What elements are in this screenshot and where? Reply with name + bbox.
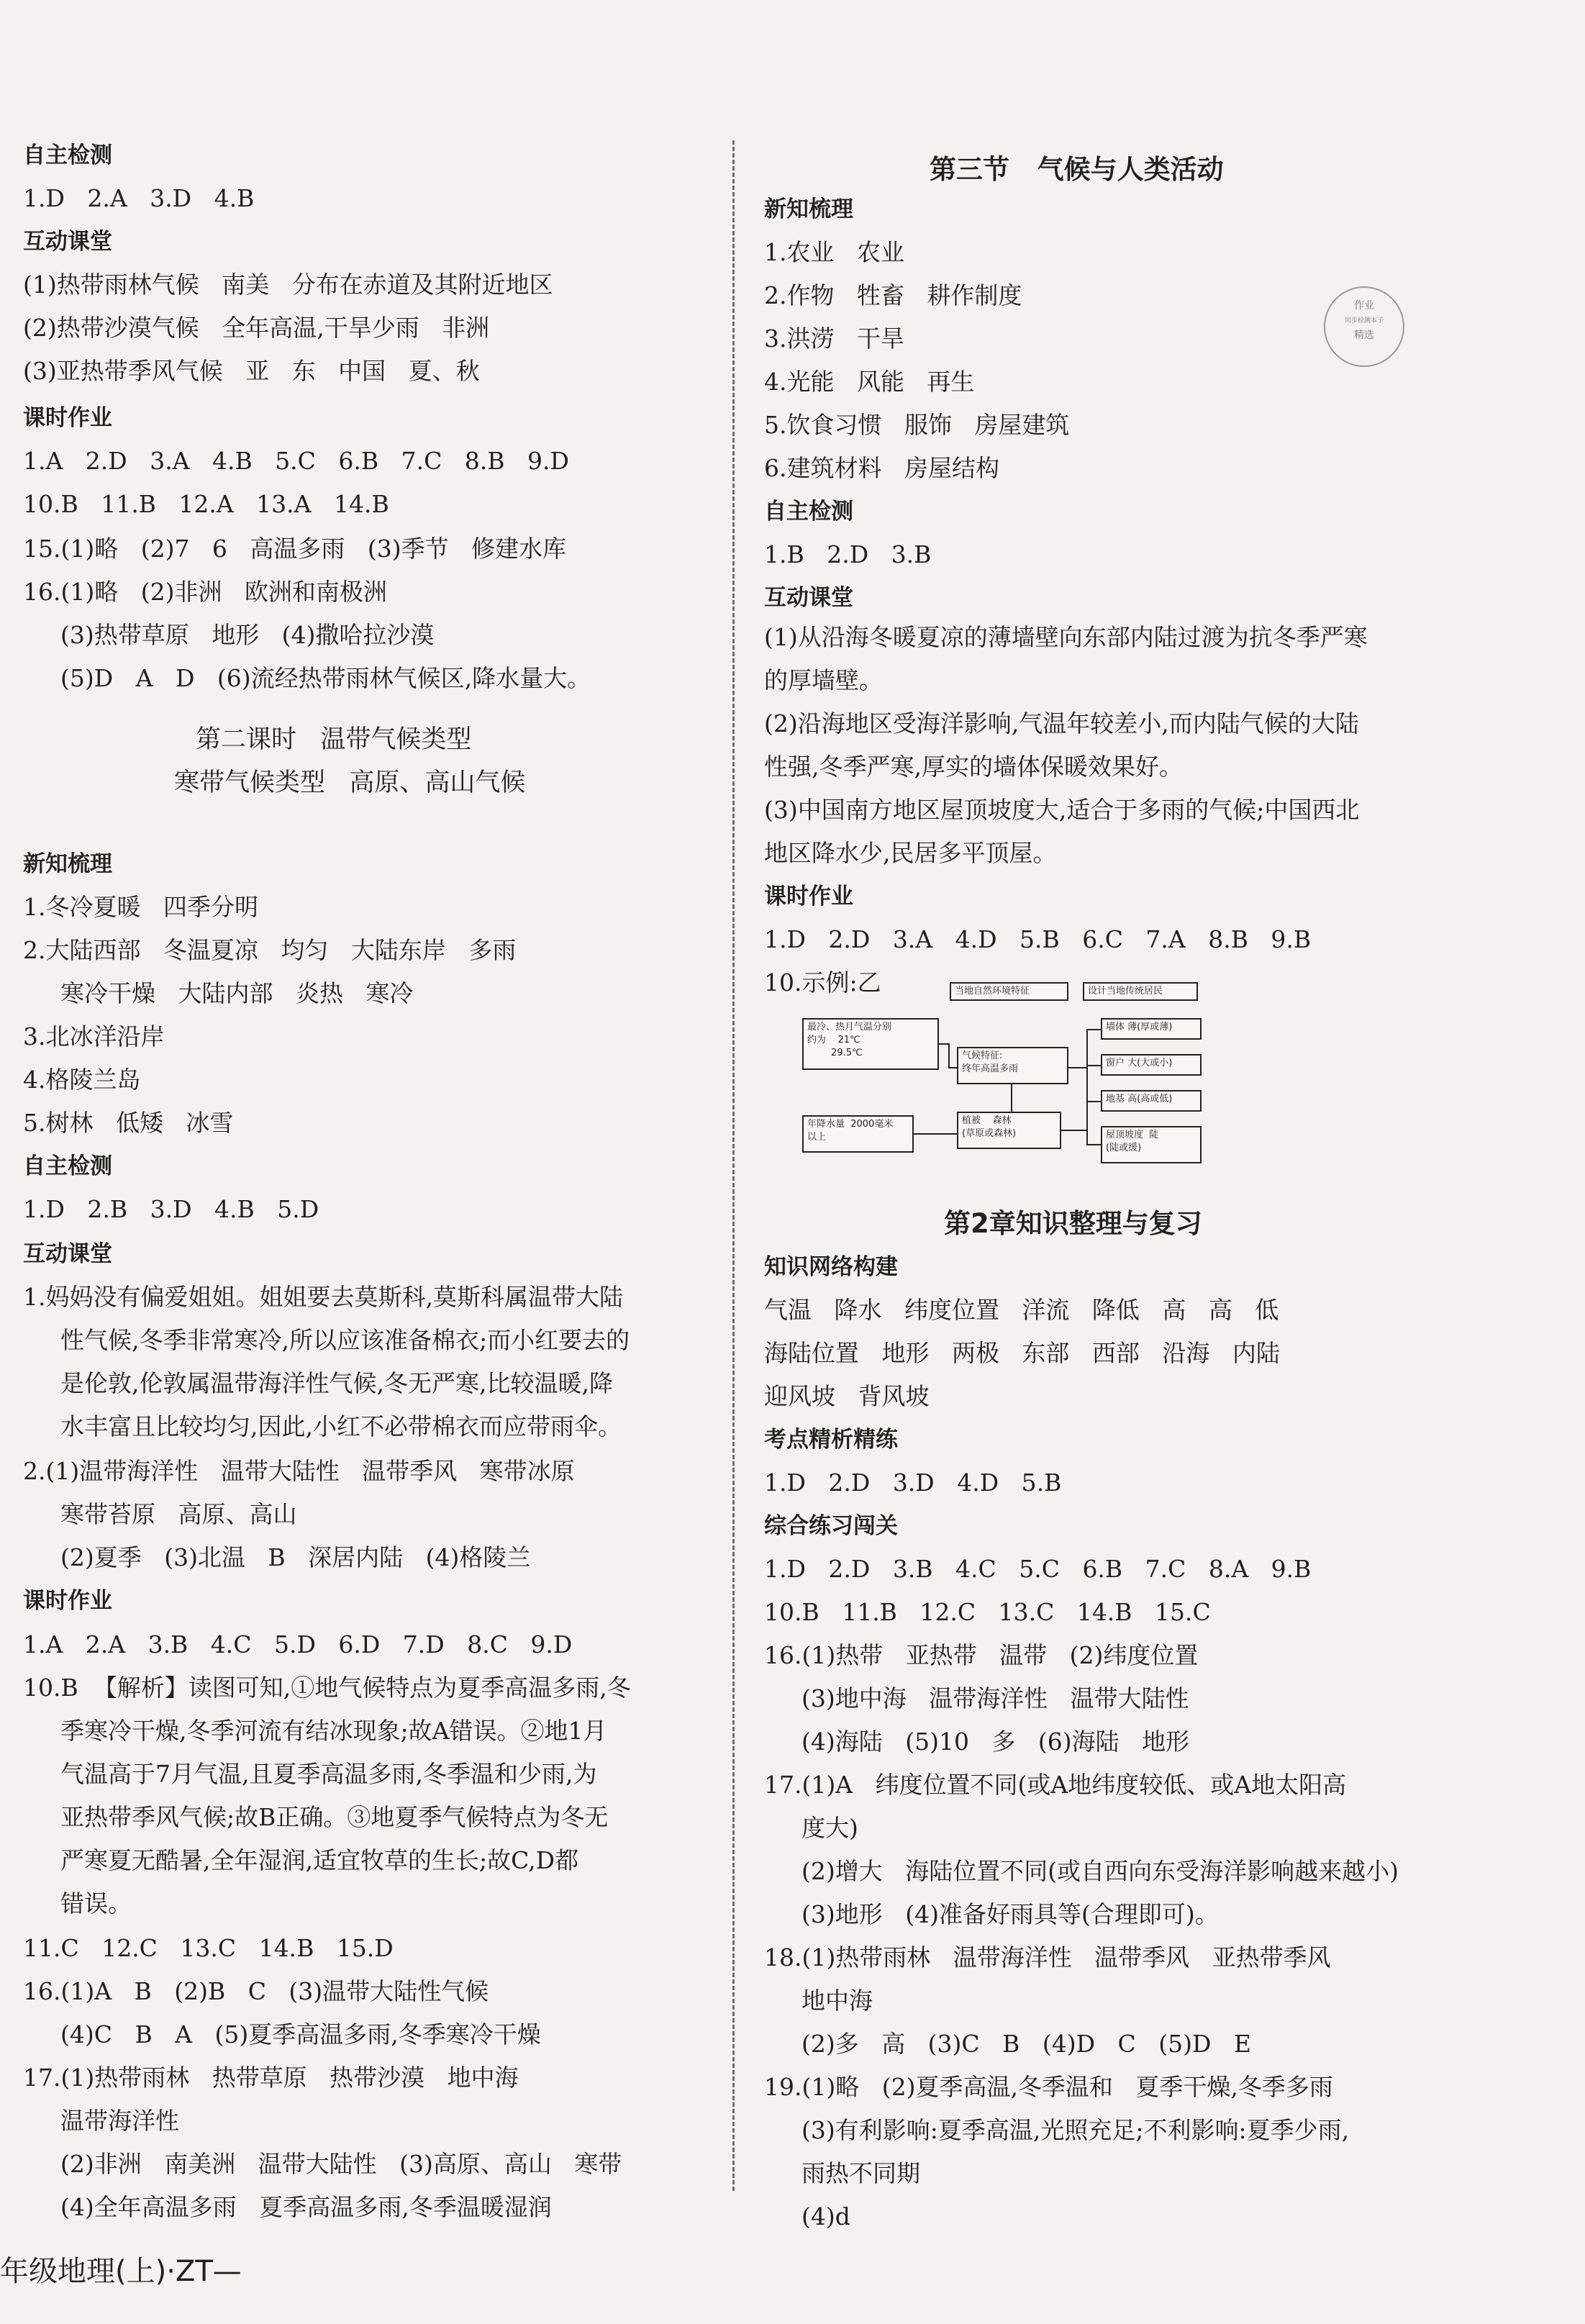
right-text-line: 1.D 2.D 3.B 4.C 5.C 6.B 7.C 8.A 9.B <box>764 1555 1312 1583</box>
left-text-line: 10.B 【解析】读图可知,①地气候特点为夏季高温多雨,冬 <box>23 1674 631 1702</box>
right-text-line: (3)地形 (4)准备好雨具等(合理即可)。 <box>801 1900 1219 1928</box>
diagram-climate-box: 气候特征: 终年高温多雨 <box>957 1047 1068 1084</box>
left-text-line: 15.(1)略 (2)7 6 高温多雨 (3)季节 修建水库 <box>23 535 567 563</box>
diagram-head-housing: 设计当地传统居民 <box>1083 982 1198 1001</box>
left-text-line: 2.大陆西部 冬温夏凉 均匀 大陆东岸 多雨 <box>23 936 517 964</box>
left-text-line: 严寒夏无酷暑,全年湿润,适宜牧草的生长;故C,D都 <box>60 1846 579 1874</box>
diagram-output-wall: 墙体 薄(厚或薄) <box>1101 1018 1202 1040</box>
right-text-line: 1.D 2.D 3.D 4.D 5.B <box>764 1469 1062 1497</box>
left-text-line: (3)热带草原 地形 (4)撒哈拉沙漠 <box>60 621 435 649</box>
diagram-head-environment: 当地自然环境特征 <box>950 982 1068 1001</box>
left-text-line: 1.D 2.B 3.D 4.B 5.D <box>23 1195 319 1223</box>
right-text-line: 雨热不同期 <box>801 2159 920 2187</box>
right-section-heading: 综合练习闯关 <box>764 1513 898 1539</box>
diagram-connector <box>1086 1029 1101 1030</box>
left-text-line: 1.A 2.A 3.B 4.C 5.D 6.D 7.D 8.C 9.D <box>23 1630 573 1658</box>
right-text-line: 1.B 2.D 3.B <box>764 540 932 568</box>
diagram-output-foundation: 地基 高(高或低) <box>1101 1090 1202 1112</box>
right-text-line: 性强,冬季严寒,厚实的墙体保暖效果好。 <box>764 753 1183 781</box>
lesson-subtitle: 寒带气候类型 高原、高山气候 <box>174 768 526 797</box>
left-text-line: 错误。 <box>60 1889 132 1917</box>
right-text-line: (2)沿海地区受海洋影响,气温年较差小,而内陆气候的大陆 <box>764 709 1359 737</box>
left-text-line: 10.B 11.B 12.A 13.A 14.B <box>23 490 389 518</box>
right-text-line: 2.作物 牲畜 耕作制度 <box>764 281 1022 309</box>
diagram-connector <box>1086 1029 1088 1144</box>
right-text-line: 气温 降水 纬度位置 洋流 降低 高 高 低 <box>764 1296 1279 1324</box>
left-text-line: 性气候,冬季非常寒冷,所以应该准备棉衣;而小红要去的 <box>60 1326 630 1354</box>
diagram-rainfall-box: 年降水量 2000毫米 以上 <box>802 1115 914 1153</box>
left-text-line: (3)亚热带季风气候 亚 东 中国 夏、秋 <box>23 357 480 385</box>
right-text-line: (2)增大 海陆位置不同(或自西向东受海洋影响越来越小) <box>801 1857 1399 1885</box>
right-text-line: 1.农业 农业 <box>764 238 904 266</box>
diagram-connector <box>1011 1084 1012 1112</box>
diagram-connector <box>1061 1130 1086 1131</box>
housing-diagram <box>795 982 1241 1184</box>
right-section-heading: 自主检测 <box>764 499 853 525</box>
right-text-line: 17.(1)A 纬度位置不同(或A地纬度较低、或A地太阳高 <box>764 1771 1347 1799</box>
right-text-line: (4)海陆 (5)10 多 (6)海陆 地形 <box>801 1728 1190 1756</box>
left-text-line: 16.(1)略 (2)非洲 欧洲和南极洲 <box>23 578 387 606</box>
left-text-line: 16.(1)A B (2)B C (3)温带大陆性气候 <box>23 1977 489 2005</box>
left-text-line: (2)非洲 南美洲 温带大陆性 (3)高原、高山 寒带 <box>60 2150 622 2178</box>
left-text-line: 3.北冰洋沿岸 <box>23 1022 165 1050</box>
left-text-line: (2)夏季 (3)北温 B 深居内陆 (4)格陵兰 <box>60 1543 531 1571</box>
left-section-heading: 课时作业 <box>23 1588 112 1614</box>
left-text-line: (5)D A D (6)流经热带雨林气候区,降水量大。 <box>60 664 591 692</box>
left-text-line: 亚热带季风气候;故B正确。③地夏季气候特点为冬无 <box>60 1803 609 1831</box>
right-text-line: 10.B 11.B 12.C 13.C 14.B 15.C <box>764 1598 1211 1626</box>
section-title: 第三节 气候与人类活动 <box>930 154 1224 185</box>
chapter-title: 第2章知识整理与复习 <box>944 1208 1202 1239</box>
right-text-line: 5.饮食习惯 服饰 房屋建筑 <box>764 411 1070 439</box>
left-text-line: 1.D 2.A 3.D 4.B <box>23 184 255 212</box>
diagram-output-window: 窗户 大(大或小) <box>1101 1054 1202 1076</box>
stamp-bottom-text: 精选 <box>1354 330 1374 341</box>
left-section-heading: 新知梳理 <box>23 851 112 877</box>
right-text-line: (2)多 高 (3)C B (4)D C (5)D E <box>801 2030 1252 2058</box>
left-text-line: 寒带苔原 高原、高山 <box>60 1500 297 1528</box>
right-text-line: 4.光能 风能 再生 <box>764 368 975 396</box>
right-text-line: (3)中国南方地区屋顶坡度大,适合于多雨的气候;中国西北 <box>764 796 1360 824</box>
left-text-line: 11.C 12.C 13.C 14.B 15.D <box>23 1934 394 1962</box>
right-section-heading: 知识网络构建 <box>764 1254 898 1280</box>
right-text-line: 19.(1)略 (2)夏季高温,冬季温和 夏季干燥,冬季多雨 <box>764 2073 1333 2101</box>
right-text-line: (1)从沿海冬暖夏凉的薄墙壁向东部内陆过渡为抗冬季严寒 <box>764 623 1368 651</box>
left-text-line: 季寒冷干燥,冬季河流有结冰现象;故A错误。②地1月 <box>60 1717 607 1745</box>
left-text-line: 温带海洋性 <box>60 2107 179 2135</box>
left-text-line: 5.树林 低矮 冰雪 <box>23 1109 234 1137</box>
right-text-line: 1.D 2.D 3.A 4.D 5.B 6.C 7.A 8.B 9.B <box>764 925 1312 953</box>
stamp-logo <box>1324 286 1404 367</box>
diagram-connector <box>948 1043 950 1068</box>
lesson-title: 第二课时 温带气候类型 <box>196 725 472 754</box>
left-text-line: 1.A 2.D 3.A 4.B 5.C 6.B 7.C 8.B 9.D <box>23 447 569 475</box>
right-text-line: 10.示例:乙 <box>764 968 881 997</box>
left-text-line: (2)热带沙漠气候 全年高温,干旱少雨 非洲 <box>23 314 490 342</box>
right-text-line: 16.(1)热带 亚热带 温带 (2)纬度位置 <box>764 1641 1199 1669</box>
diagram-output-roof: 屋顶坡度 陡 (陡或缓) <box>1101 1126 1202 1163</box>
right-section-heading: 课时作业 <box>764 884 853 909</box>
left-section-heading: 互动课堂 <box>23 1241 112 1267</box>
right-text-line: (3)地中海 温带海洋性 温带大陆性 <box>801 1684 1189 1712</box>
right-text-line: (4)d <box>801 2202 850 2230</box>
left-text-line: 1.妈妈没有偏爱姐姐。姐姐要去莫斯科,莫斯科属温带大陆 <box>23 1283 623 1311</box>
page-footer: 年级地理(上)·ZT— <box>0 2255 242 2288</box>
left-text-line: 2.(1)温带海洋性 温带大陆性 温带季风 寒带冰原 <box>23 1457 575 1485</box>
left-text-line: 水丰富且比较均匀,因此,小红不必带棉衣而应带雨伞。 <box>60 1412 622 1440</box>
left-section-heading: 自主检测 <box>23 142 112 168</box>
right-text-line: 3.洪涝 干旱 <box>764 324 904 353</box>
right-section-heading: 新知梳理 <box>764 196 853 222</box>
diagram-connector <box>1086 1144 1101 1145</box>
right-text-line: 18.(1)热带雨林 温带海洋性 温带季风 亚热带季风 <box>764 1943 1331 1971</box>
left-text-line: 是伦敦,伦敦属温带海洋性气候,冬无严寒,比较温暖,降 <box>60 1369 613 1397</box>
diagram-connector <box>1086 1101 1101 1102</box>
left-section-heading: 互动课堂 <box>23 229 112 255</box>
diagram-connector <box>1086 1065 1101 1066</box>
stamp-middle-text: 同步检测本子 <box>1344 317 1384 324</box>
left-text-line: (4)C B A (5)夏季高温多雨,冬季寒冷干燥 <box>60 2020 541 2048</box>
right-text-line: (3)有利影响:夏季高温,光照充足;不利影响:夏季少雨, <box>801 2116 1350 2144</box>
diagram-vegetation-box: 植被 森林 (草原或森林) <box>957 1112 1061 1149</box>
left-text-line: (1)热带雨林气候 南美 分布在赤道及其附近地区 <box>23 271 553 299</box>
column-divider <box>732 140 735 2191</box>
right-text-line: 海陆位置 地形 两极 东部 西部 沿海 内陆 <box>764 1339 1280 1367</box>
right-section-heading: 考点精析精练 <box>764 1427 898 1453</box>
left-text-line: (4)全年高温多雨 夏季高温多雨,冬季温暖湿润 <box>60 2193 552 2221</box>
left-section-heading: 自主检测 <box>23 1153 112 1179</box>
diagram-connector <box>948 1067 957 1068</box>
diagram-temperature-box: 最冷、热月气温分别 约为 21℃ 29.5℃ <box>802 1018 939 1070</box>
right-text-line: 度大) <box>801 1814 858 1842</box>
diagram-connector <box>914 1133 957 1135</box>
right-text-line: 地中海 <box>801 1987 873 2015</box>
left-text-line: 寒冷干燥 大陆内部 炎热 寒冷 <box>60 979 414 1007</box>
stamp-top-text: 作业 <box>1354 300 1374 312</box>
right-text-line: 地区降水少,民居多平顶屋。 <box>764 839 1057 867</box>
right-section-heading: 互动课堂 <box>764 585 853 611</box>
left-section-heading: 课时作业 <box>23 405 112 431</box>
right-text-line: 6.建筑材料 房屋结构 <box>764 454 999 482</box>
right-text-line: 的厚墙壁。 <box>764 666 883 694</box>
left-text-line: 4.格陵兰岛 <box>23 1066 141 1094</box>
diagram-connector <box>1068 1067 1086 1068</box>
left-text-line: 1.冬冷夏暖 四季分明 <box>23 893 258 921</box>
right-text-line: 迎风坡 背风坡 <box>764 1382 930 1410</box>
left-text-line: 17.(1)热带雨林 热带草原 热带沙漠 地中海 <box>23 2064 519 2092</box>
left-text-line: 气温高于7月气温,且夏季高温多雨,冬季温和少雨,为 <box>60 1760 597 1788</box>
